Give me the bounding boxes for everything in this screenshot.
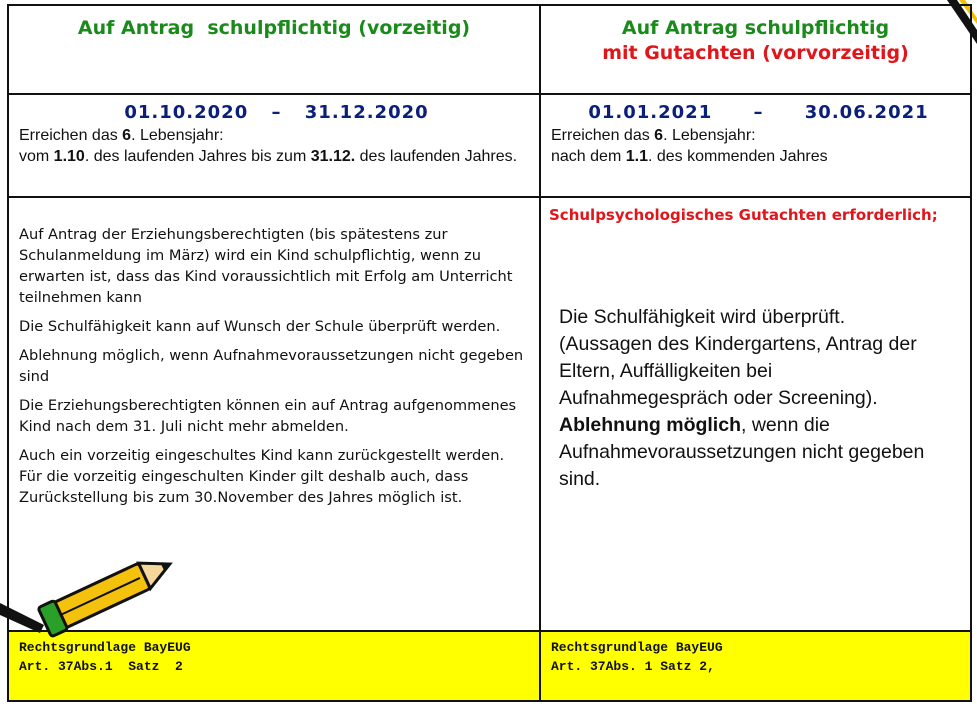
right-date-cell [551, 102, 966, 194]
left-title: Auf Antrag schulpflichtig (vorzeitig) [77, 17, 471, 39]
row-divider [9, 93, 970, 95]
left-paragraph: Auch ein vorzeitig eingeschultes Kind kann zurückgestellt werden. Für die vorzeitig eingeschulten Kinder gilt deshalb auch, dass Zurückstellung bis zum 30.November des Jahres möglich ist. [19, 447, 505, 506]
right-check-text: Die Schulfähigkeit wird überprüft. (Aussagen des Kindergartens, Antrag der Eltern, Auffälligkeiten bei Aufnahmegespräch oder Screening). [559, 306, 917, 409]
left-legal-line1: Rechtsgrundlage BayEUG [19, 640, 191, 655]
right-date-to: 30.06.2021 [804, 102, 929, 123]
right-range-line: nach dem 1.1. des kommenden Jahres [551, 148, 828, 165]
right-legal-cell [541, 632, 970, 700]
pencil-icon [0, 555, 190, 650]
left-paragraph: Die Schulfähigkeit kann auf Wunsch der Schule überprüft werden. [19, 318, 501, 335]
left-date-range [19, 102, 534, 123]
right-date-from: 01.01.2021 [588, 102, 713, 123]
left-range-line: vom 1.10. des laufenden Jahres bis zum 31.12. des laufenden Jahres. [19, 148, 518, 165]
right-legal-line2: Art. 37Abs. 1 Satz 2, [551, 659, 715, 674]
right-reject-text: Ablehnung möglich, wenn die Aufnahmevoraussetzungen nicht gegeben sind. [559, 414, 925, 490]
right-body-cell [549, 206, 971, 626]
right-date-separator: – [753, 102, 764, 123]
right-date-range [551, 102, 966, 123]
left-paragraph: Ablehnung möglich, wenn Aufnahmevoraussetzungen nicht gegeben sind [19, 347, 524, 385]
right-title-line1: Auf Antrag schulpflichtig [621, 17, 890, 39]
right-title-line2: mit Gutachten (vorvorzeitig) [602, 42, 909, 64]
right-legal-line1: Rechtsgrundlage BayEUG [551, 640, 723, 655]
left-date-to: 31.12.2020 [304, 102, 429, 123]
left-age-line: Erreichen das 6. Lebensjahr: [19, 127, 224, 144]
right-title-cell [541, 6, 970, 93]
right-age-line: Erreichen das 6. Lebensjahr: [551, 127, 756, 144]
left-date-from: 01.10.2020 [124, 102, 249, 123]
left-title-cell [9, 6, 539, 93]
row-divider [9, 196, 970, 198]
left-legal-line2: Art. 37Abs.1 Satz 2 [19, 659, 183, 674]
left-date-separator: – [271, 102, 282, 123]
left-date-cell [19, 102, 534, 194]
column-divider [539, 6, 541, 700]
right-warning: Schulpsychologisches Gutachten erforderlich; [549, 206, 938, 224]
left-paragraph: Die Erziehungsberechtigten können ein auf Antrag aufgenommenes Kind nach dem 31. Juli nicht mehr abmelden. [19, 397, 517, 435]
left-paragraph: Auf Antrag der Erziehungsberechtigten (bis spätestens zur Schulanmeldung im März) wird ein Kind schulpflichtig, wenn zu erwarten ist, dass das Kind voraussichtlich mit Erfolg am Unterricht teilnehmen kann [19, 226, 513, 306]
